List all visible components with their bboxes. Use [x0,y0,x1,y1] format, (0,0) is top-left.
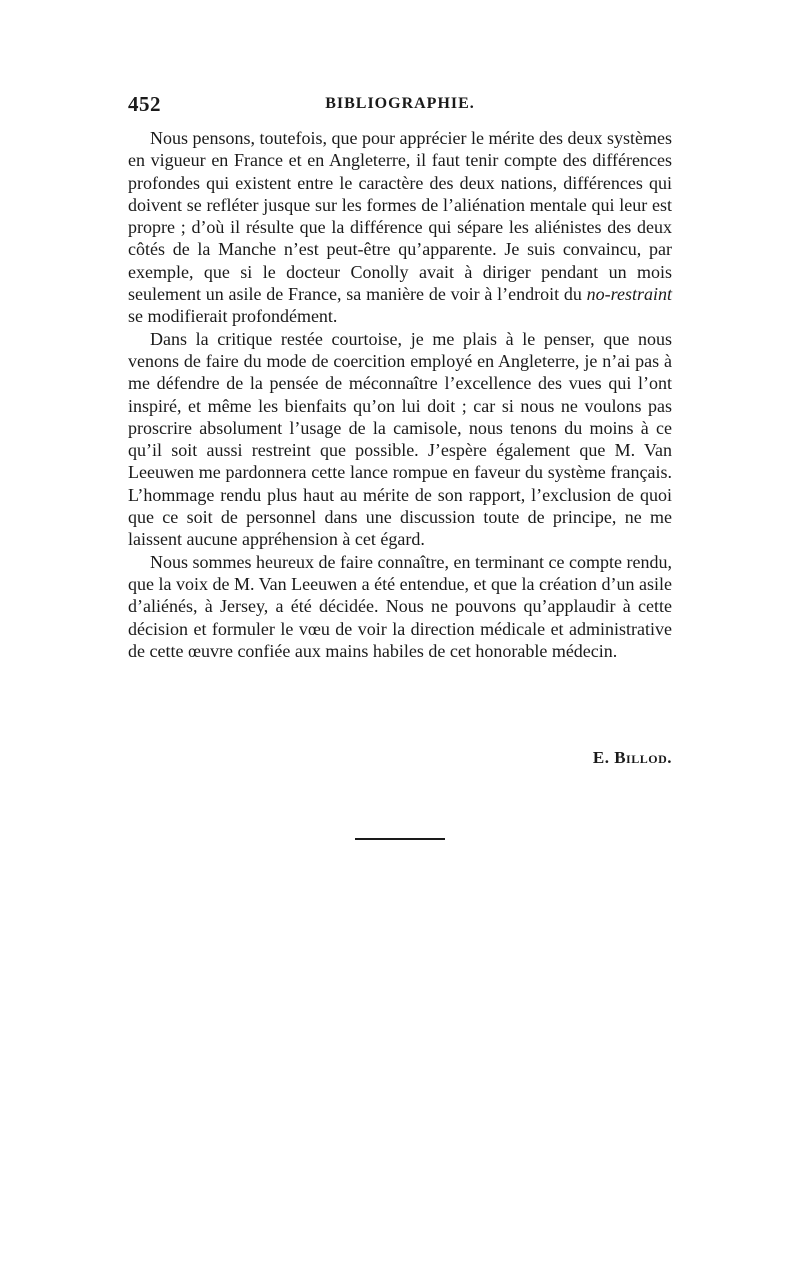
paragraph-3: Nous sommes heureux de faire connaître, en terminant ce compte rendu, que la voix de M. Van Leeuwen a été entendue, et que la création d’un asile d’aliénés, à Jersey, a été décidée. Nous ne pouvons qu’applaudir à cette décision et formuler le vœu de voir la direction médicale et administrative de cette œuvre confiée aux mains habiles de cet honorable médecin. [128,551,672,661]
signature-initial: E. [592,748,610,767]
paragraph-2: Dans la critique restée courtoise, je me plais à le penser, que nous venons de faire du mode de coercition employé en Angleterre, je n’ai pas à me défendre de la pensée de méconnaître l’excellence des vues qui l’ont inspiré, et même les bienfaits qu’on lui doit ; car si nous ne voulons pas proscrire absolument l’usage de la camisole, nous tenons du moins à ce qu’il soit aussi restreint que possible. J’espère également que M. Van Leeuwen me pardonnera cette lance rompue en faveur du système français. L’hommage rendu plus haut au mérite de son rapport, l’exclusion de quoi que ce soit de personnel dans une discussion toute de principe, ne me laissent aucune appréhension à cet égard. [128,328,672,550]
emphasis-no-restraint: no-restraint [586,284,672,305]
page-number: 452 [128,92,161,116]
paragraph-1-text-after: se modifierait profondément. [128,306,338,327]
end-rule-divider [355,838,445,840]
body-text [128,127,672,662]
signature-name: Billod. [614,748,672,767]
running-head [128,92,672,120]
section-title: BIBLIOGRAPHIE. [325,95,475,112]
paragraph-1 [128,127,672,328]
paragraph-1-text: Nous pensons, toutefois, que pour apprécier le mérite des deux systèmes en vigueur en France et en Angleterre, il faut tenir compte des différences profondes qui existent entre le caractère des deux nations, différences qui doivent se refléter jusque sur les formes de l’aliénation mentale qui leur est propre ; d’où il résulte que la différence qui sépare les aliénistes des deux côtés de la Manche n’est peut-être qu’apparente. Je suis convaincu, par exemple, que si le docteur Conolly avait à diriger pendant un mois seulement un asile de France, sa manière de voir à l’endroit du [128,128,672,305]
author-signature [593,748,672,768]
